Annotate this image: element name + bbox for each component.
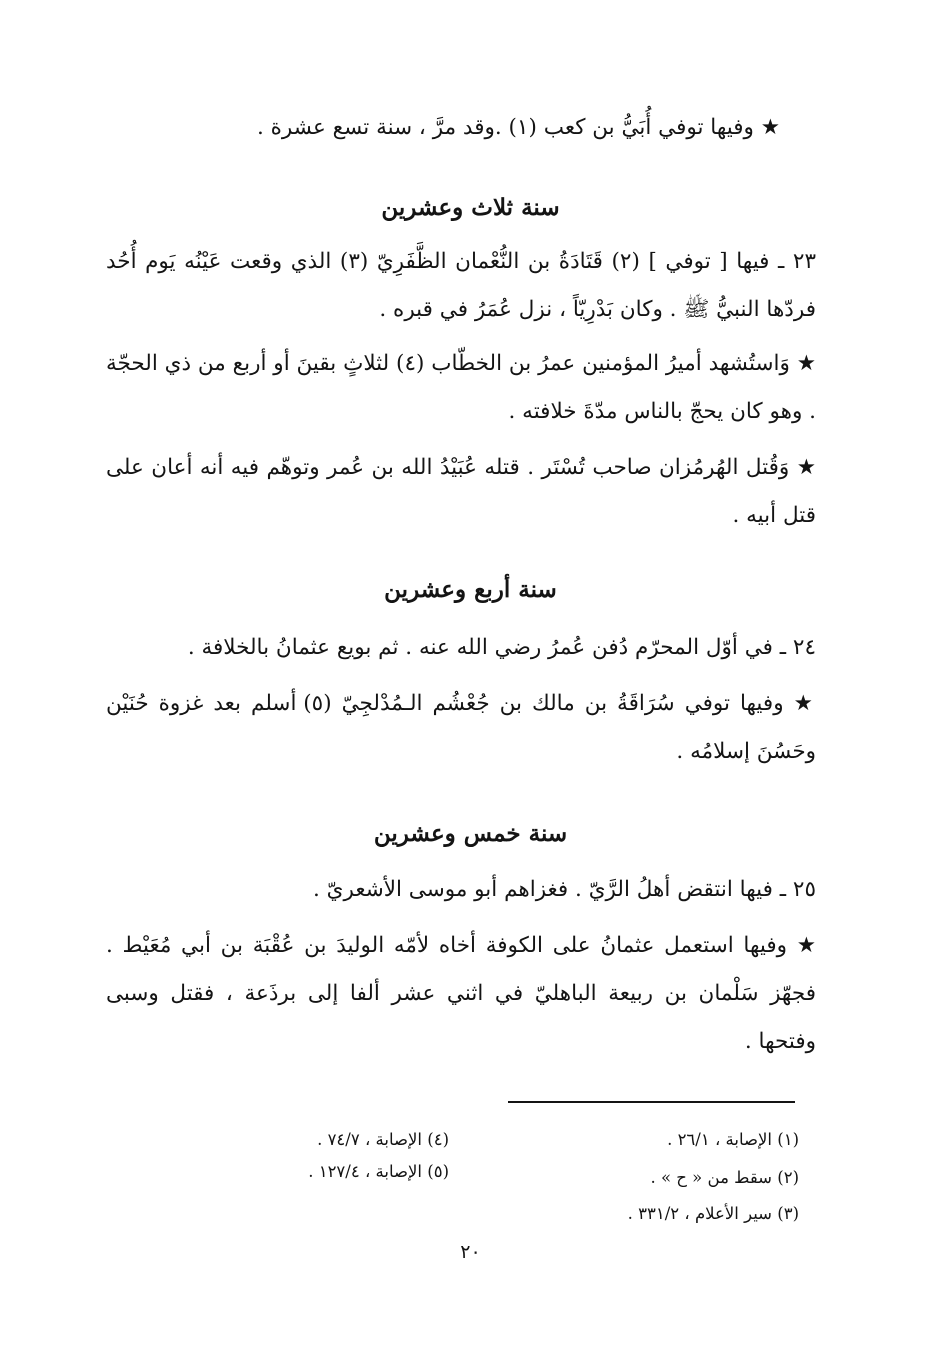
footnote-separator <box>508 1101 795 1103</box>
paragraph-23-qatada: ٢٣ ـ فيها [ توفي ] (٢) قَتَادَةُ بن النُّعْمان الظَّفَرِيّ (٣) الذي وقعت عَيْنُه يَوم أُحُد فردّها النبيُّ ﷺ . وكان بَدْرِيّاً ، نزل عُمَرُ في قبره . <box>106 249 817 322</box>
heading-year-25: سنة خمس وعشرين <box>373 820 568 847</box>
paragraph-24-uthman: ٢٤ ـ في أوّل المحرّم دُفن عُمرُ رضي الله عنه . ثم بويع عثمانُ بالخلافة . <box>187 635 816 660</box>
paragraph-umar-martyrdom: ★ وَاستُشهد أميرُ المؤمنين عمرُ بن الخطّاب (٤) لثلاثٍ بقينَ أو أربع من ذي الحجّة . وهو كان يحجّ بالناس مدّةَ خلافته . <box>106 351 816 424</box>
footnote-5: (٥) الإصابة ، ١٢٧/٤ . <box>308 1162 449 1181</box>
paragraph-ubayy-death: ★ وفيها توفي أُبَيُّ بن كعب (١) .وقد مرَّ ، سنة تسع عشرة . <box>256 115 780 140</box>
page-number: ٢٠ <box>460 1241 481 1263</box>
paragraph-walid: ★ وفيها استعمل عثمانُ على الكوفة أخاه لأمّه الوليدَ بن عُقْبَة بن أبي مُعَيْط . فجهّز سَلْمان بن ربيعة الباهليّ في اثني عشر ألفا إلى برذَعة ، فقتل وسبى وفتحها . <box>106 933 816 1054</box>
paragraph-hurmuzan: ★ وَقُتل الهُرمُزان صاحب تُسْتَر . قتله عُبَيْدُ الله بن عُمر وتوهّم فيه أنه أعان على قتل أبيه . <box>106 455 816 528</box>
footnote-2: (٢) سقط من « ح » . <box>650 1168 799 1187</box>
paragraph-suraqa: ★ وفيها توفي سُرَاقَةُ بن مالك بن جُعْشُم الـمُدْلجِيّ (٥) أسلم بعد غزوة حُنَيْن وحَسُنَ إسلامُه . <box>106 691 817 764</box>
footnote-3: (٣) سير الأعلام ، ٣٣١/٢ . <box>627 1204 799 1223</box>
footnote-1: (١) الإصابة ، ٢٦/١ . <box>667 1130 799 1149</box>
heading-year-24: سنة أربع وعشرين <box>384 576 557 603</box>
heading-year-23: سنة ثلاث وعشرين <box>381 194 560 221</box>
paragraph-25-rayy: ٢٥ ـ فيها انتقض أهلُ الرَّيّ . فغزاهم أبو موسى الأشعريّ . <box>312 877 816 902</box>
footnote-4: (٤) الإصابة ، ٧٤/٧ . <box>317 1130 449 1149</box>
